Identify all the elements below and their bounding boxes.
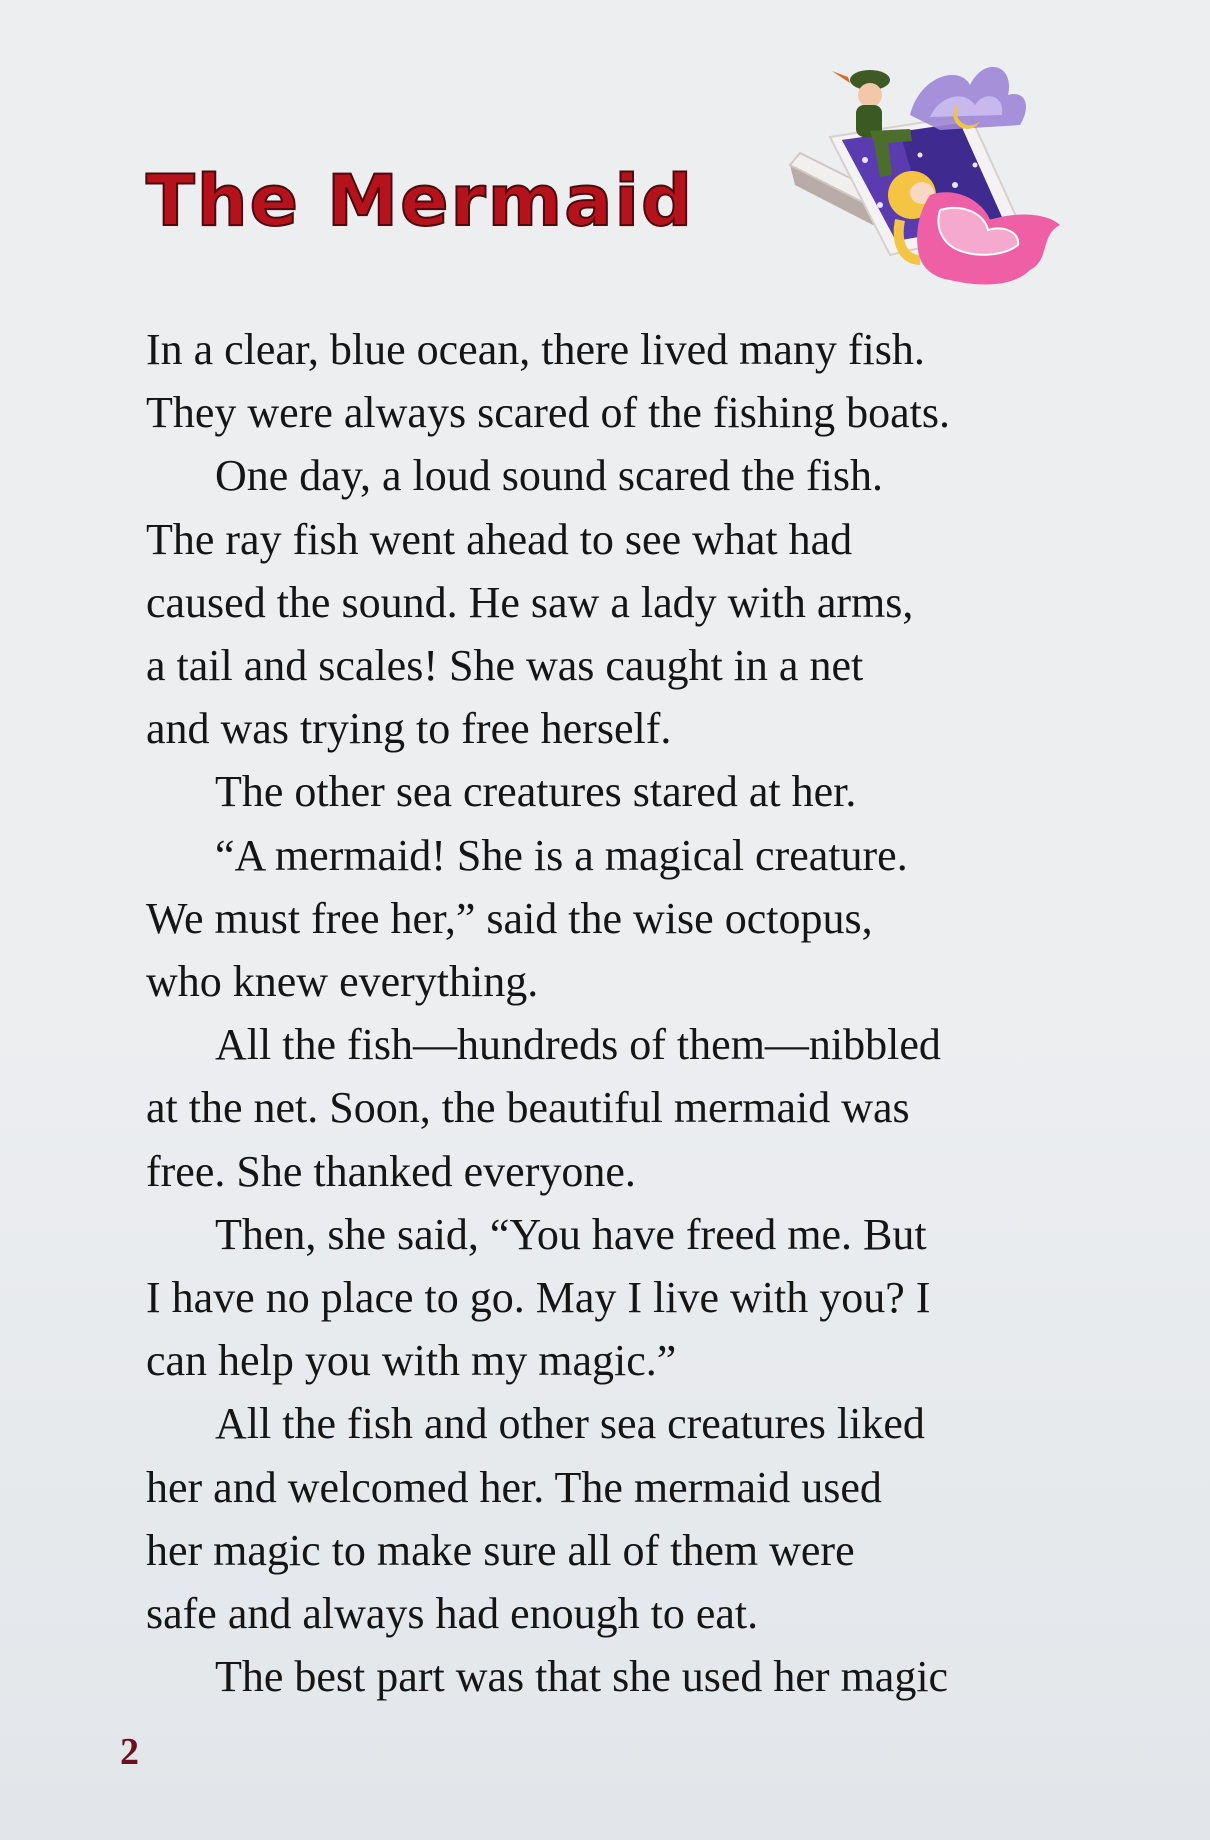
story-line: All the fish and other sea creatures liked [215, 1399, 925, 1449]
story-line: They were always scared of the fishing boats. [146, 388, 950, 438]
story-line: The best part was that she used her magic [215, 1652, 949, 1702]
story-line: I have no place to go. May I live with you? I [146, 1273, 931, 1323]
story-line: can help you with my magic.” [146, 1336, 677, 1386]
story-line: In a clear, blue ocean, there lived many fish. [146, 325, 925, 374]
story-line: We must free her,” said the wise octopus, [146, 893, 873, 943]
story-line: a tail and scales! She was caught in a net [146, 641, 864, 691]
story-line: and was trying to free herself. [146, 704, 672, 754]
page-number: 2 [120, 1731, 139, 1773]
story-line: her and welcomed her. The mermaid used [146, 1462, 882, 1512]
story-line: Then, she said, “You have freed me. But [215, 1209, 927, 1259]
page-title: The Mermaid [146, 160, 695, 242]
story-line: safe and always had enough to eat. [146, 1589, 759, 1639]
story-line: at the net. Soon, the beautiful mermaid was [146, 1083, 910, 1133]
story-line: All the fish—hundreds of them—nibbled [215, 1020, 941, 1070]
story-line: The other sea creatures stared at her. [215, 767, 857, 817]
story-line: free. She thanked everyone. [146, 1146, 636, 1196]
story-line: One day, a loud sound scared the fish. [215, 451, 883, 501]
storybook-illustration-icon [770, 45, 1090, 305]
story-line: The ray fish went ahead to see what had [146, 514, 853, 564]
story-text [146, 318, 1106, 1708]
story-line: her magic to make sure all of them were [146, 1525, 855, 1575]
story-line: “A mermaid! She is a magical creature. [215, 830, 908, 880]
story-line: caused the sound. He saw a lady with arms, [146, 577, 914, 627]
story-line: who knew everything. [146, 957, 539, 1007]
